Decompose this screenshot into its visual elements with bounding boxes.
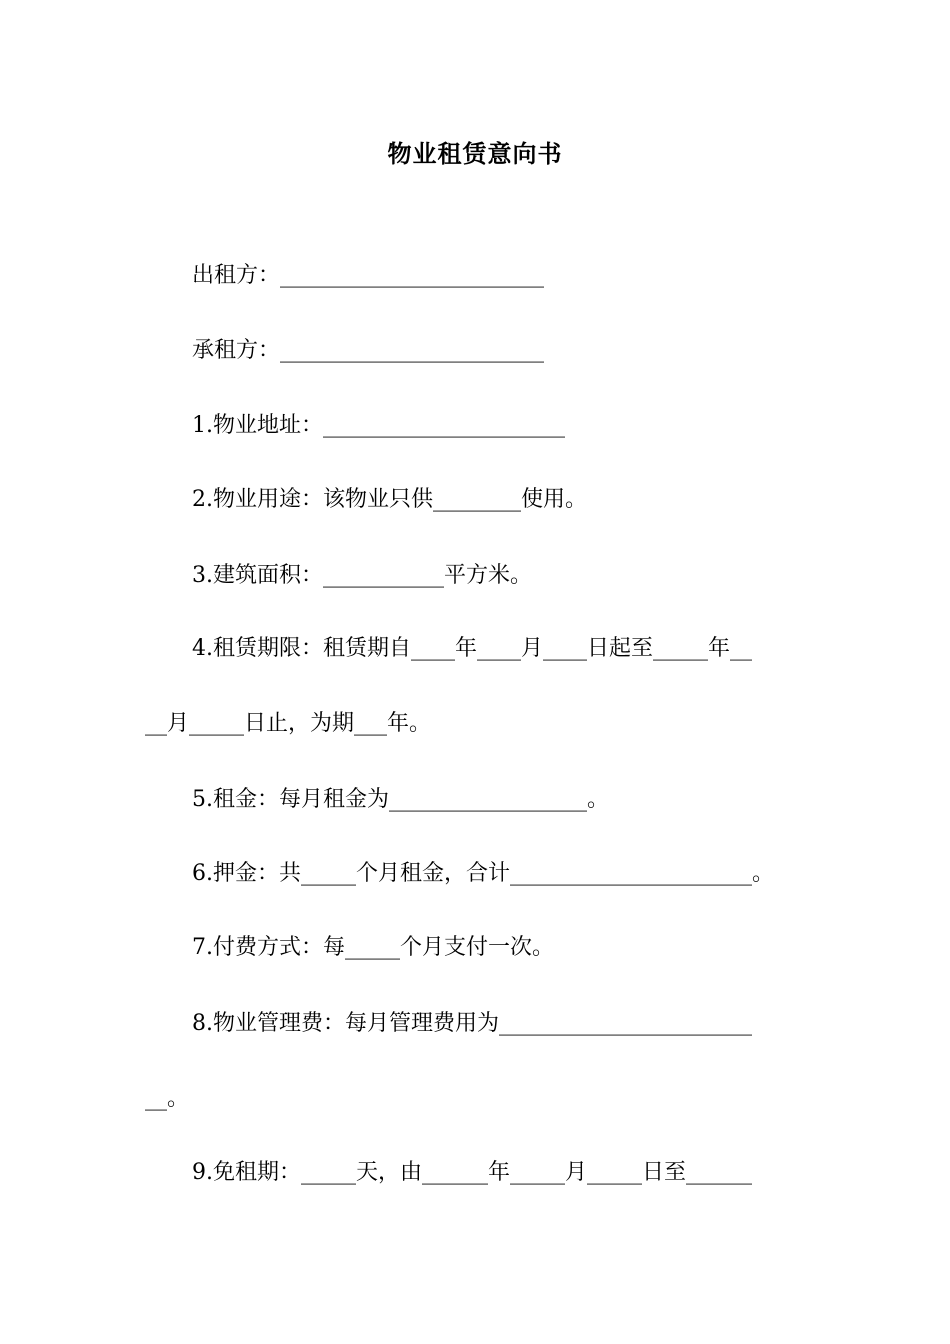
deposit-line: 6.押金：共_____个月租金，合计______________________。 (192, 861, 774, 886)
rent-line: 5.租金：每月租金为__________________。 (192, 787, 609, 812)
payment-method-line: 7.付费方式：每_____个月支付一次。 (192, 935, 554, 960)
management-fee-line: 8.物业管理费：每月管理费用为_______________________ (192, 1011, 752, 1036)
management-fee-continued-line: __。 (145, 1086, 190, 1111)
lease-term-line: 4.租赁期限：租赁期自____年____月____日起至_____年__ (192, 636, 752, 661)
property-use-line: 2.物业用途：该物业只供________使用。 (192, 487, 587, 512)
building-area-line: 3.建筑面积：___________平方米。 (192, 563, 532, 588)
document-title: 物业租赁意向书 (387, 139, 563, 168)
lessee-line: 承租方：________________________ (192, 338, 545, 363)
rent-free-period-line: 9.免租期：_____天，由______年_____月_____日至______ (192, 1160, 752, 1185)
property-address-line: 1.物业地址：______________________ (192, 413, 565, 438)
lease-term-continued-line: __月_____日止，为期___年。 (145, 711, 432, 736)
lessor-line: 出租方：________________________ (192, 263, 545, 288)
